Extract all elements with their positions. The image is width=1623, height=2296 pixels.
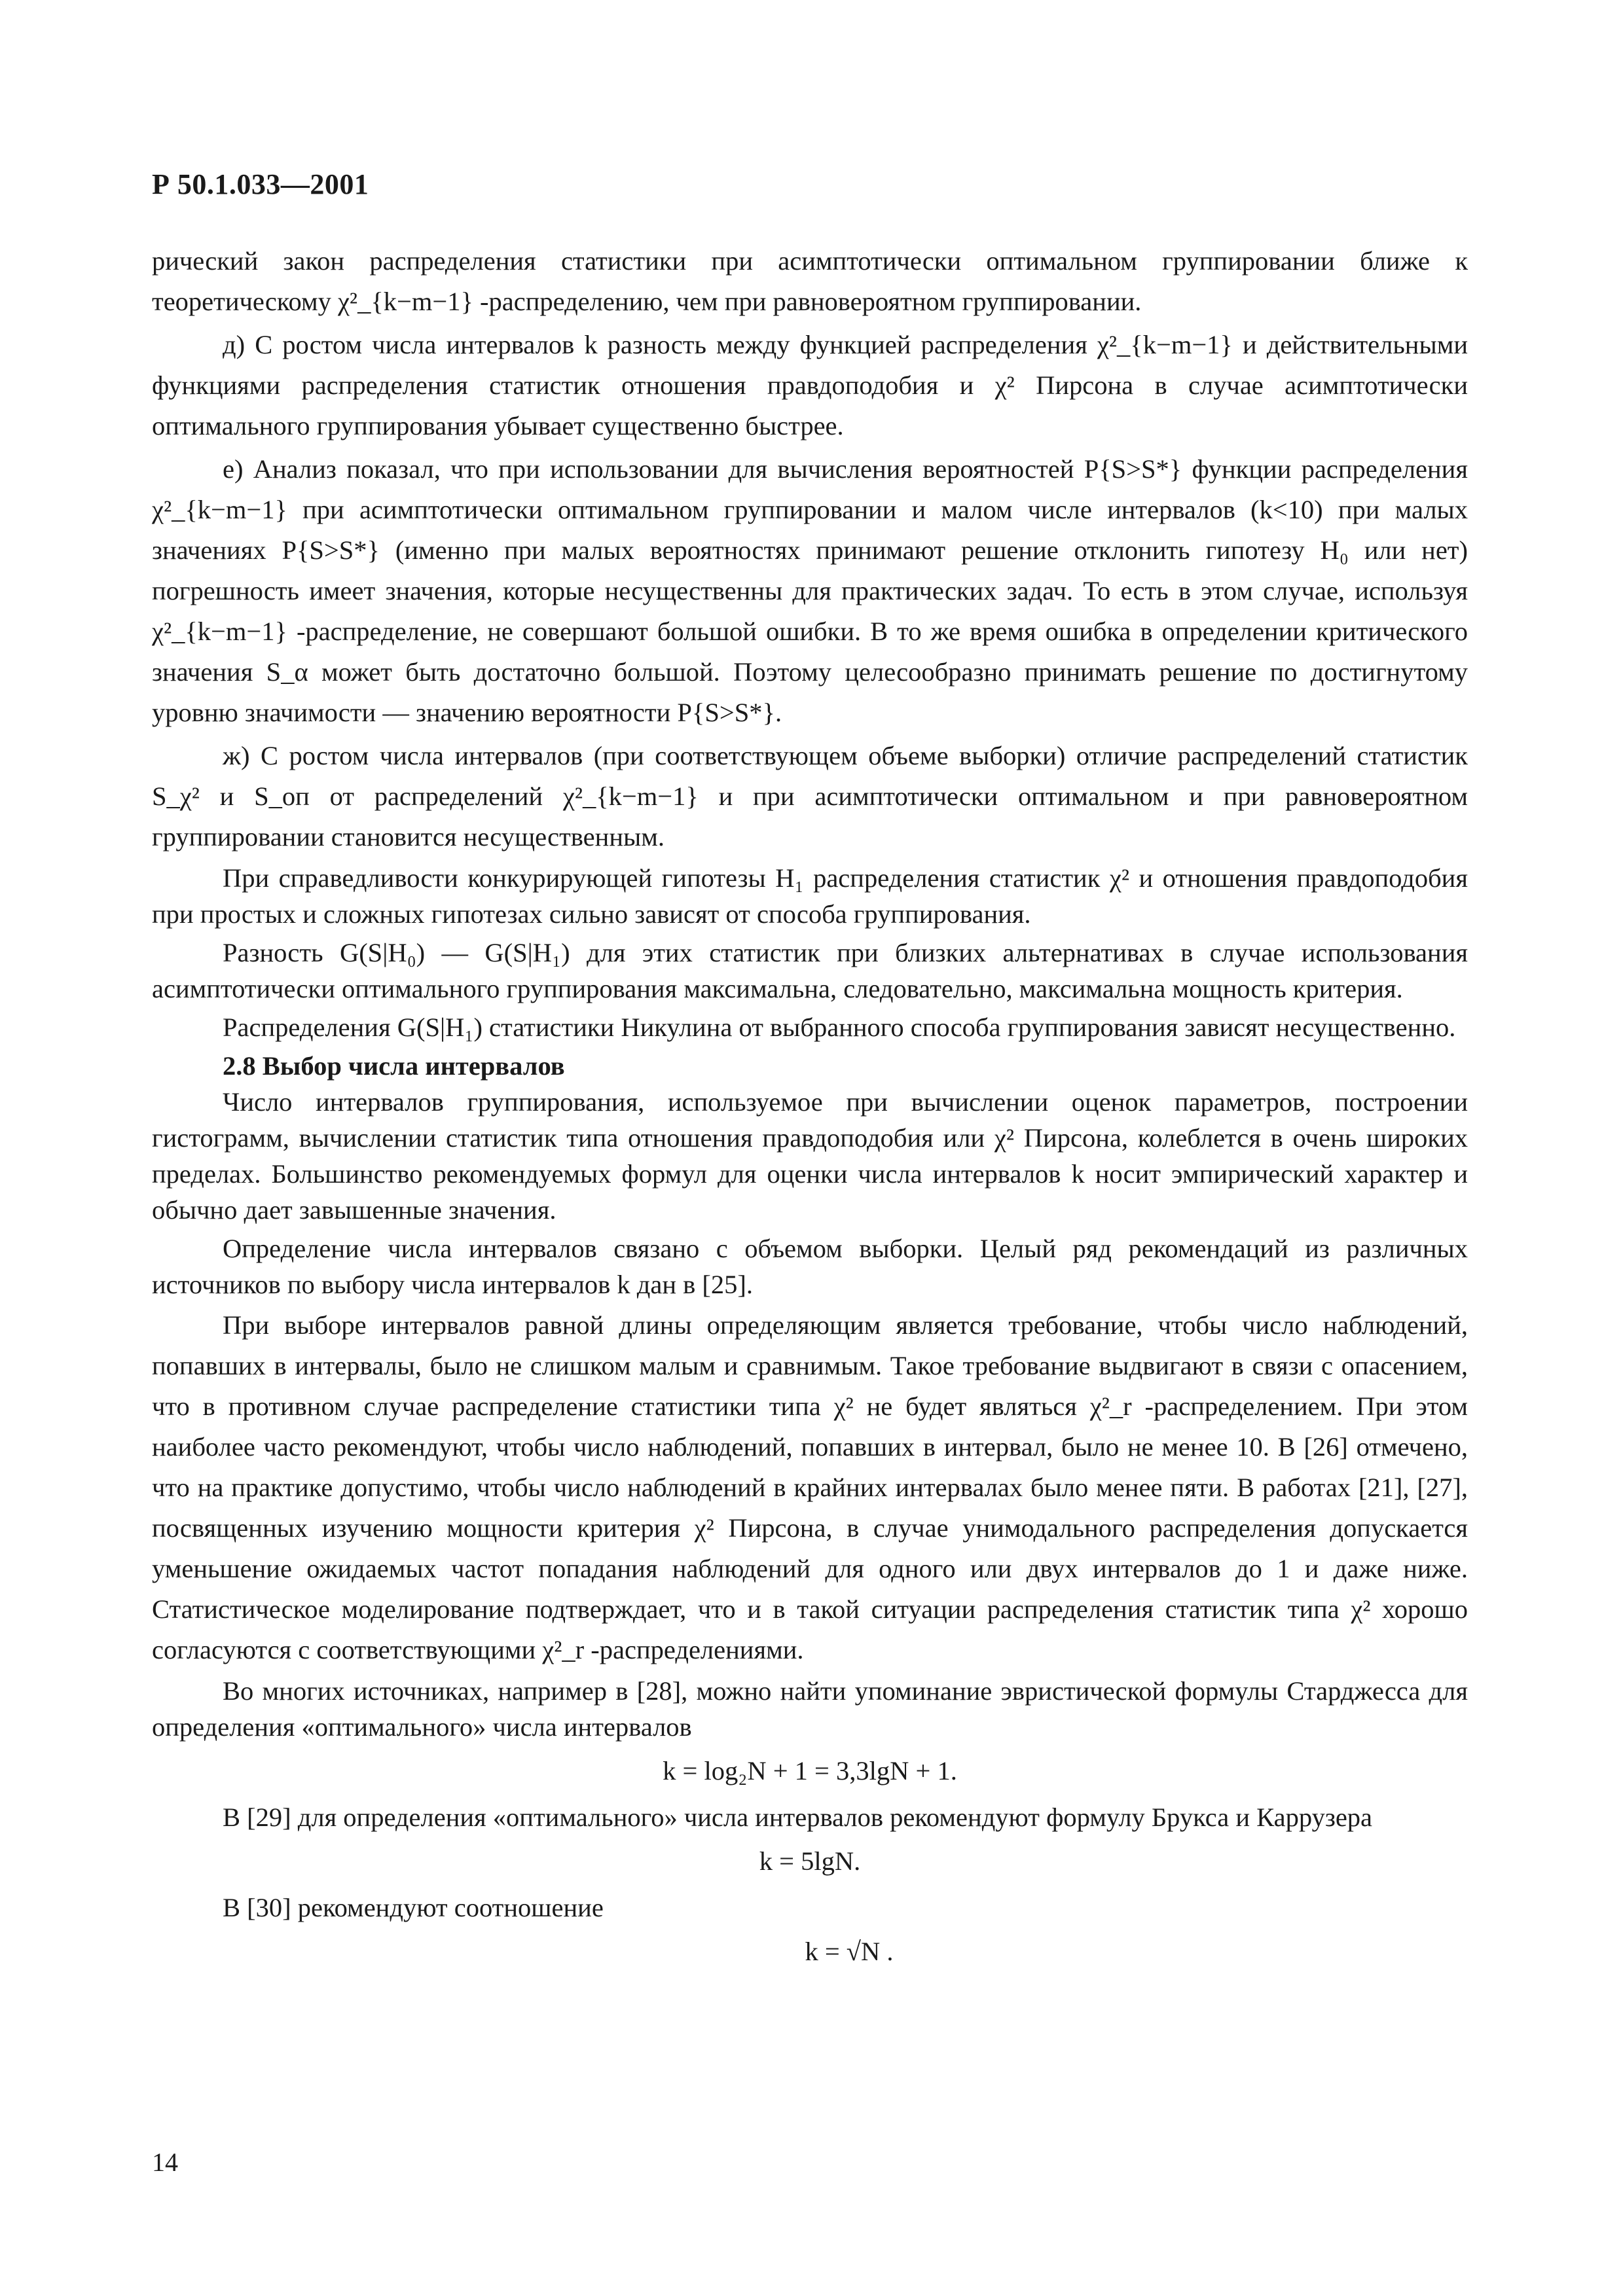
paragraph-sqrt: В [30] рекомендуют соотношение (223, 1893, 604, 1922)
formula-sturges: k = log₂N + 1 = 3,3lgN + 1. (663, 1756, 957, 1785)
section-title: 2.8 Выбор числа интервалов (223, 1051, 565, 1081)
page-number: 14 (152, 2147, 178, 2177)
paragraph-d: д) С ростом числа интервалов k разность между функцией распределения χ²_{k−m−1} и действительными функциями распределения статистик отношения правдоподобия и χ² Пирсона в случае асимптотически оптимального группирования убывает существенно быстрее. (152, 330, 1468, 440)
paragraph-sample-size: Определение числа интервалов связано с объемом выборки. Целый ряд рекомендаций из различных источников по выбору числа интервалов k дан в [25]. (152, 1234, 1468, 1299)
paragraph-interval-count: Число интервалов группирования, используемое при вычислении оценок параметров, построении гистограмм, вычислении статистик типа отношения правдоподобия или χ² Пирсона, колеблется в очень широких пределах. Большинство рекомендуемых формул для оценки числа интервалов k носит эмпирический характер и обычно дает завышенные значения. (152, 1087, 1468, 1225)
formula-sqrt: k = √N . (805, 1937, 894, 1966)
paragraph-brooks: В [29] для определения «оптимального» числа интервалов рекомендуют формулу Брукса и Каррузера (223, 1803, 1373, 1832)
paragraph-zh: ж) С ростом числа интервалов (при соответствующем объеме выборки) отличие распределений статистик S_χ² и S_оп от распределений χ²_{k−m−1} и при асимптотически оптимальном и при равновероятном группировании становится несущественным. (152, 741, 1468, 852)
document-id-header: Р 50.1.033—2001 (152, 168, 369, 200)
paragraph-h1-hypothesis: При справедливости конкурирующей гипотезы H₁ распределения статистик χ² и отношения правдоподобия при простых и сложных гипотезах сильно зависят от способа группирования. (152, 863, 1468, 929)
page-body (152, 241, 1468, 1980)
paragraph-nikulin: Распределения G(S|H₁) статистики Никулина от выбранного способа группирования зависят несущественно. (223, 1013, 1456, 1042)
paragraph-e: е) Анализ показал, что при использовании для вычисления вероятностей P{S>S*} функции распределения χ²_{k−m−1} при асимптотически оптимальном группировании и малом числе интервалов (k<10) при малых значениях P{S>S*} (именно при малых вероятностях принимают решение отклонить гипотезу H₀ или нет) погрешность имеет значения, которые несущественны для практических задач. То есть в этом случае, используя χ²_{k−m−1} -распределение, не совершают большой ошибки. В то же время ошибка в определении критического значения S_α может быть достаточно большой. Поэтому целесообразно принимать решение по достигнутому уровню значимости — значению вероятности P{S>S*}. (152, 454, 1468, 727)
paragraph-difference: Разность G(S|H₀) — G(S|H₁) для этих статистик при близких альтернативах в случае использования асимптотически оптимального группирования максимальна, следовательно, максимальна мощность критерия. (152, 938, 1468, 1003)
paragraph-equal-length: При выборе интервалов равной длины определяющим является требование, чтобы число наблюдений, попавших в интервалы, было не слишком малым и сравнимым. Такое требование выдвигают в связи с опасением, что в противном случае распределение статистики типа χ² не будет являться χ²_r -распределением. При этом наиболее часто рекомендуют, чтобы число наблюдений, попавших в интервал, было не менее 10. В [26] отмечено, что на практике допустимо, чтобы число наблюдений в крайних интервалах было менее пяти. В работах [21], [27], посвященных изучению мощности критерия χ² Пирсона, в случае унимодального распределения допускается уменьшение ожидаемых частот попадания наблюдений для одного или двух интервалов до 1 и даже ниже. Статистическое моделирование подтверждает, что и в такой ситуации распределения статистик типа χ² хорошо согласуются с соответствующими χ²_r -распределениями. (152, 1310, 1468, 1664)
formula-brooks: k = 5lgN. (759, 1846, 861, 1876)
paragraph-continuation: рический закон распределения статистики при асимптотически оптимальном группировании ближе к теоретическому χ²_{k−m−1} -распределению, чем при равновероятном группировании. (152, 246, 1468, 316)
paragraph-sturges: Во многих источниках, например в [28], можно найти упоминание эвристической формулы Старджесса для определения «оптимального» числа интервалов (152, 1676, 1468, 1742)
